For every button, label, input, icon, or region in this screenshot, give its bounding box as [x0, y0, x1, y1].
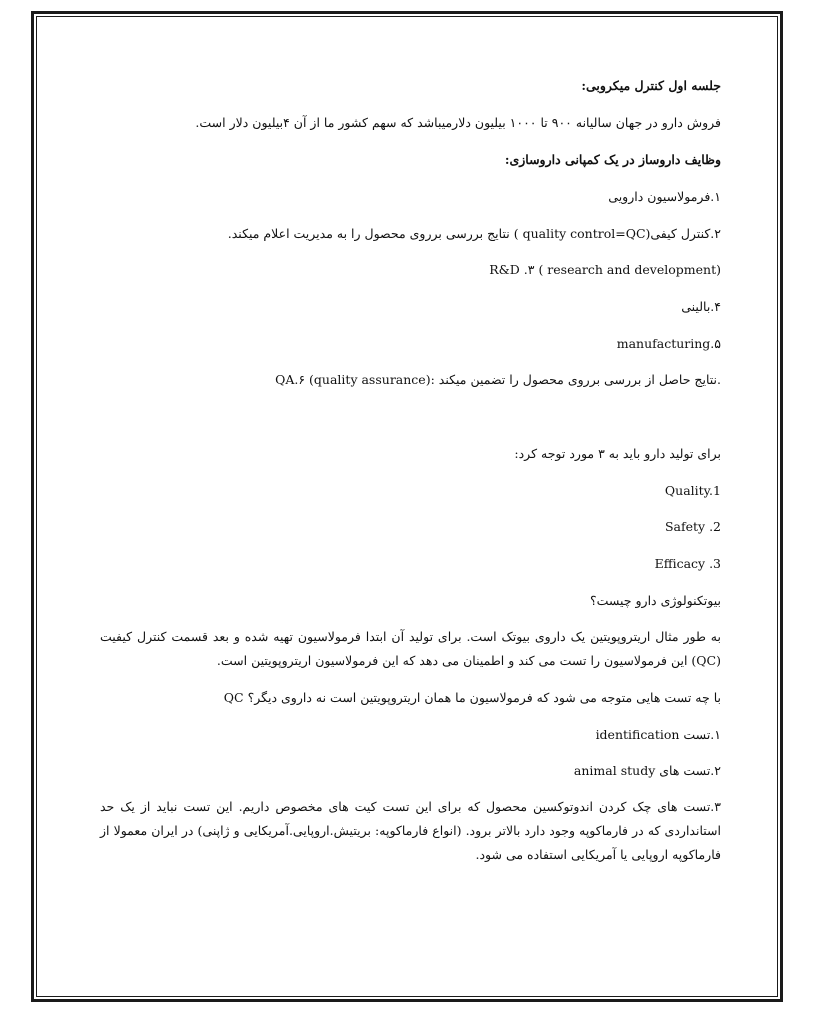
production-heading: برای تولید دارو باید به ۳ مورد توجه کرد: [514, 446, 721, 461]
duty-item: manufacturing.۵ [616, 336, 721, 351]
duty-item: ۲.کنترل کیفی(quality control=QC ) نتایج بررسی برروی محصول را به مدیریت اعلام میکند. [227, 226, 721, 241]
qc-question: QC با چه تست هایی متوجه می شود که فرمولاسیون ما همان اریتروپویتین است نه داروی دیگر؟ [223, 690, 721, 705]
biotech-question: بیوتکنولوژی دارو چیست؟ [589, 593, 721, 608]
production-item: Safety .2 [664, 519, 721, 534]
duty-item: R&D .۳ ( research and development) [489, 262, 721, 277]
production-item: Quality.1 [664, 483, 721, 498]
qc-test-item: ۲.تست های animal study [573, 763, 721, 778]
duties-heading: وظایف داروساز در یک کمپانی داروسازی: [504, 152, 721, 167]
biotech-paragraph: به طور مثال اریتروپویتین یک داروی بیوتک است. برای تولید آن ابتدا فرمولاسیون تهیه شده و بعد قسمت کنترل کیفیت (QC) این فرمولاسیون را تست می کند و اطمینان می دهد که این فرمولاسیون اریتروپویتین است. [100, 629, 721, 668]
duty-item: QA.۶ (quality assurance): نتایج حاصل از بررسی برروی محصول را تضمین میکند. [275, 372, 721, 387]
intro-text: فروش دارو در جهان سالیانه ۹۰۰ تا ۱۰۰۰ بیلیون دلارمیباشد که سهم کشور ما از آن ۴بیلیون دلار است. [195, 115, 721, 130]
duty-item: ۱.فرمولاسیون دارویی [608, 189, 721, 204]
duty-item: ۴.بالینی [681, 299, 721, 314]
production-item: Efficacy .3 [654, 556, 721, 571]
qc-test-item: ۱.تست identification [595, 727, 721, 742]
page-heading: جلسه اول کنترل میکروبی: [581, 78, 721, 93]
endotoxin-paragraph: ۳.تست های چک کردن اندوتوکسین محصول که برای این تست کیت های مخصوص داریم. این تست نباید از یک حد استانداردی که در فارماکوپه وجود دارد بالاتر برود. (انواع فارماکوپه: بریتیش.اروپایی.آمریکایی و ژاپنی) در ایران معمولا از فارماکوپه اروپایی یا آمریکایی استفاده می شود. [100, 799, 721, 862]
